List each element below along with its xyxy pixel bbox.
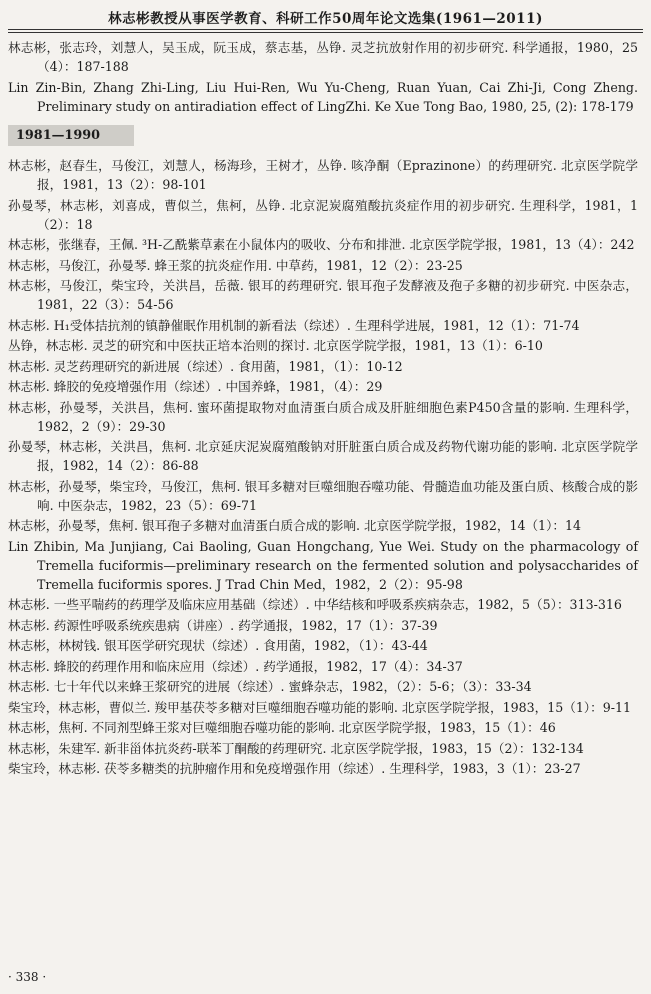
bibliography-entry: 林志彬，张志玲，刘慧人，吴玉成，阮玉成，蔡志基，丛铮. 灵芝抗放射作用的初步研究. 科学通报，1980，25（4）：187-188 <box>8 40 638 74</box>
bibliography-entry: 林志彬. H₁受体拮抗剂的镇静催眠作用机制的新看法（综述）. 生理科学进展，1981，12（1）：71-74 <box>8 317 580 333</box>
bibliography-entry: 林志彬，马俊江，孙曼琴. 蜂王浆的抗炎症作用. 中草药，1981，12（2）：23-25 <box>8 257 463 273</box>
bibliography-entry: 林志彬，焦柯. 不同剂型蜂王浆对巨噬细胞吞噬功能的影响. 北京医学院学报，1983，15（1）：46 <box>8 720 556 735</box>
bibliography-entry: 林志彬，孙曼琴，关洪昌，焦柯. 蜜环菌提取物对血清蛋白质合成及肝脏细胞色素P450含量的影响. 生理科学，1982，2（9）：29-30 <box>8 399 638 434</box>
bibliography-entry: 林志彬，赵春生，马俊江，刘慧人，杨海珍，王树才，丛铮. 咳净酮（Eprazinone）的药理研究. 北京医学院学报，1981，13（2）：98-101 <box>8 158 638 192</box>
bibliography-entry: 林志彬，张继春，王佩. ³H-乙酰紫草素在小鼠体内的吸收、分布和排泄. 北京医学院学报，1981，13（4）：242 <box>8 237 635 252</box>
bibliography-entry: 林志彬. 药源性呼吸系统疾患病（讲座）. 药学通报，1982，17（1）：37-39 <box>8 617 438 633</box>
bibliography-entry: Lin Zhibin, Ma Junjiang, Cai Baoling, Guan Hongchang, Yue Wei. Study on the pharmacology of Tremella fuciformis—preliminary research on the fermented solution and polysaccharides of Tremella fuciformis spores. J Trad Chin Med，1982，2（2）：95-98 <box>8 538 638 592</box>
bibliography-entry: 林志彬，林树钱. 银耳医学研究现状（综述）. 食用菌，1982，（1）：43-44 <box>8 638 428 653</box>
bibliography-entry: Lin Zin-Bin, Zhang Zhi-Ling, Liu Hui-Ren, Wu Yu-Cheng, Ruan Yuan, Cai Zhi-Ji, Cong Zheng. Preliminary study on antiradiation effect of LingZhi. Ke Xue Tong Bao, 1980, 25, (2): 178-179 <box>8 79 638 114</box>
bibliography-entry: 孙曼琴，林志彬，刘喜成，曹似兰，焦柯，丛铮. 北京泥炭腐殖酸抗炎症作用的初步研究. 生理科学，1981，1（2）：18 <box>8 197 638 232</box>
bibliography-entry: 柴宝玲，林志彬，曹似兰. 羧甲基茯苓多糖对巨噬细胞吞噬功能的影响. 北京医学院学报，1983，15（1）：9-11 <box>8 699 632 715</box>
page-number: · 338 · <box>8 970 47 984</box>
bibliography-entry: 林志彬. 灵芝药理研究的新进展（综述）. 食用菌，1981，（1）：10-12 <box>8 358 403 374</box>
section-heading: 1981—1990 <box>8 125 134 146</box>
bibliography-entry: 丛铮，林志彬. 灵芝的研究和中医扶正培本治则的探讨. 北京医学院学报，1981，13（1）：6-10 <box>8 338 543 353</box>
bibliography-entry: 林志彬，孙曼琴，柴宝玲，马俊江，焦柯. 银耳多糖对巨噬细胞吞噬功能、骨髓造血功能及蛋白质、核酸合成的影响. 中医杂志，1982，23（5）：69-71 <box>8 478 638 513</box>
bibliography-entry: 林志彬，孙曼琴，焦柯. 银耳孢子多糖对血清蛋白质合成的影响. 北京医学院学报，1982，14（1）：14 <box>8 518 581 533</box>
running-header <box>0 0 651 34</box>
bibliography-entry: 林志彬，马俊江，柴宝玲，关洪昌，岳薇. 银耳的药理研究. 银耳孢子发酵液及孢子多糖的初步研究. 中医杂志，1981，22（3）：54-56 <box>8 278 638 312</box>
header-rule <box>8 29 643 33</box>
bibliography-entry: 林志彬，朱建军. 新非甾体抗炎药-联苯丁酮酸的药理研究. 北京医学院学报，1983，15（2）：132-134 <box>8 740 584 756</box>
bibliography-entry: 孙曼琴，林志彬，关洪昌，焦柯. 北京延庆泥炭腐殖酸钠对肝脏蛋白质合成及药物代谢功能的影响. 北京医学院学报，1982，14（2）：86-88 <box>8 439 638 473</box>
bibliography-entry: 林志彬. 七十年代以来蜂王浆研究的进展（综述）. 蜜蜂杂志，1982，（2）：5-6；（3）：33-34 <box>8 679 532 694</box>
bibliography-entry: 柴宝玲，林志彬. 茯苓多糖类的抗肿瘤作用和免疫增强作用（综述）. 生理科学，1983，3（1）：23-27 <box>8 761 581 776</box>
book-title: 林志彬教授从事医学教育、科研工作50周年论文选集(1961—2011) <box>108 11 543 27</box>
bibliography-entry: 林志彬. 蜂胶的药理作用和临床应用（综述）. 药学通报，1982，17（4）：34-37 <box>8 658 463 674</box>
bibliography-entry: 林志彬. 一些平喘药的药理学及临床应用基础（综述）. 中华结核和呼吸系疾病杂志，1982，5（5）：313-316 <box>8 597 622 612</box>
bibliography-entry: 林志彬. 蜂胶的免疫增强作用（综述）. 中国养蜂，1981，（4）：29 <box>8 379 383 394</box>
bibliography-list <box>8 38 638 780</box>
